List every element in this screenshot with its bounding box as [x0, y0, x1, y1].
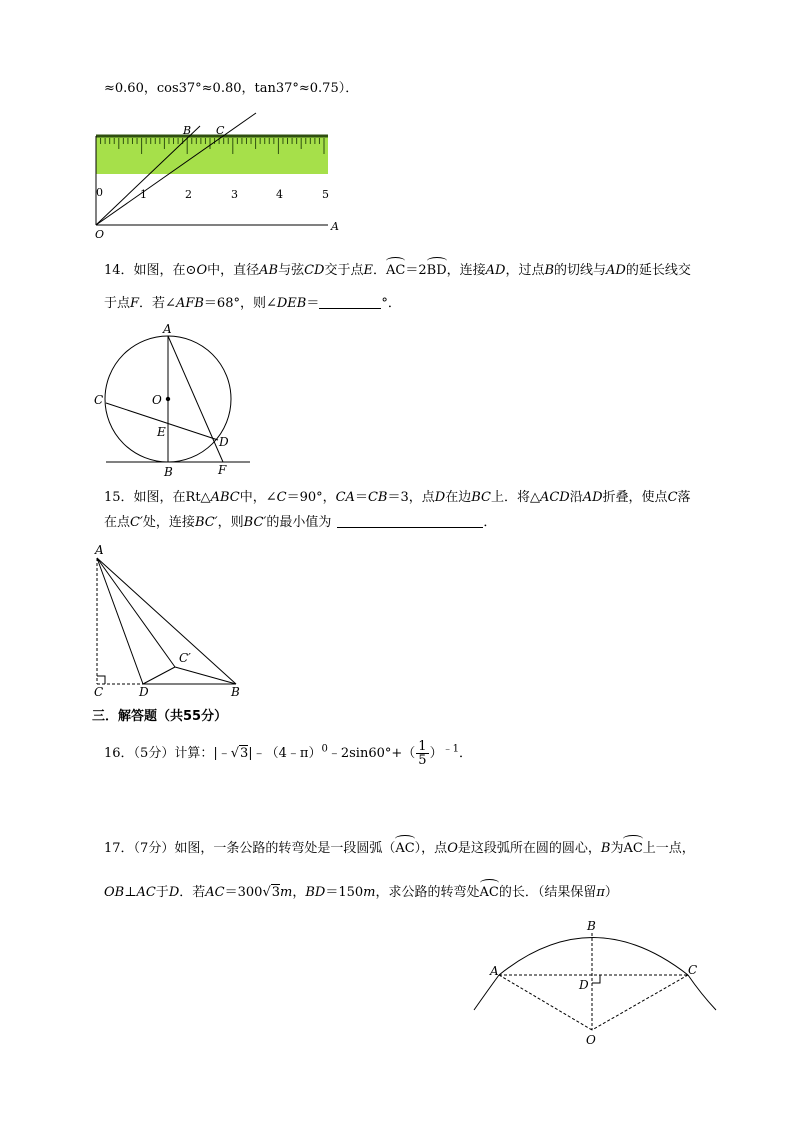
- label-D: D: [219, 435, 229, 449]
- label-A: A: [95, 543, 104, 557]
- tick-label-3: 3: [231, 188, 238, 201]
- q13-tail-text: ≈0.60，cos37°≈0.80，tan37°≈0.75）．: [104, 81, 359, 96]
- label-B: B: [587, 919, 596, 933]
- label-C: C: [94, 393, 104, 407]
- road-right-curve: [688, 975, 716, 1010]
- label-D: D: [579, 978, 589, 992]
- tick-label-5: 5: [322, 188, 329, 201]
- q17-line2: OB⊥AC于D．若AC＝300√3m，BD＝150m，求公路的转弯处AC的长．（结果保留π）: [104, 885, 618, 900]
- label-C: C: [688, 963, 698, 977]
- label-O: O: [95, 228, 105, 241]
- tick-label-0: 0: [96, 186, 103, 199]
- q17-line1: 17．（7分）如图，一条公路的转弯处是一段圆弧（AC），点O是这段弧所在圆的圆心，B为AC上一点，: [104, 841, 695, 856]
- label-A: A: [163, 322, 172, 336]
- right-angle-mark: [592, 975, 600, 983]
- tick-label-4: 4: [276, 188, 283, 201]
- q14-line1: 14．如图，在⊙O中，直径AB与弦CD交于点E．AC＝2BD，连接AD，过点B的切线与AD的延长线交: [104, 263, 691, 278]
- label-A: A: [331, 220, 339, 233]
- radius-OC: [592, 975, 688, 1030]
- arc-BD: BD: [426, 263, 447, 278]
- tick-label-1: 1: [140, 188, 147, 201]
- q14-line2: 于点F．若∠AFB＝68°，则∠DEB＝ °．: [104, 296, 401, 311]
- q15-line2: 在点C′处，连接BC′，则BC′的最小值为 ．: [104, 515, 497, 530]
- label-C: C: [94, 685, 104, 699]
- q16-line: 16．（5分）计算：|﹣√3|﹣（4﹣π）$^0$﹣2sin60°+（ $\frac{1}{5}$ ）$^{﹣1}$．: [104, 739, 472, 768]
- arc-AC: [499, 938, 688, 976]
- label-E: E: [157, 425, 166, 439]
- label-C: C: [216, 124, 225, 137]
- label-O: O: [152, 393, 162, 407]
- tick-label-2: 2: [185, 188, 192, 201]
- label-O: O: [586, 1033, 596, 1047]
- label-F: F: [218, 463, 227, 477]
- label-A: A: [490, 964, 499, 978]
- road-left-curve: [474, 975, 499, 1010]
- label-C-prime: C′: [179, 651, 191, 665]
- fraction-one-fifth: $\frac{1}{5}$: [418, 739, 427, 768]
- label-B: B: [183, 124, 192, 137]
- arc-AC: AC: [386, 263, 406, 278]
- section3-title: 三．解答题（共55分）: [92, 709, 228, 724]
- label-B: B: [231, 685, 240, 699]
- q15-line1: 15．如图，在Rt△ABC中，∠C＝90°，CA＝CB＝3，点D在边BC上．将△ACD沿AD折叠，使点C落: [104, 490, 691, 505]
- label-D: D: [139, 685, 149, 699]
- label-B: B: [164, 465, 173, 479]
